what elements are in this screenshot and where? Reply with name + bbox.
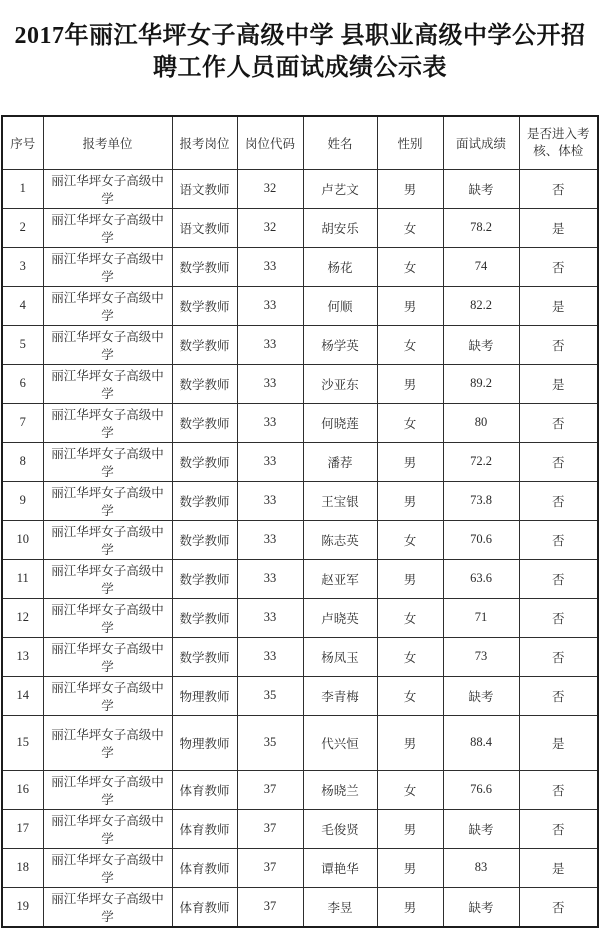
- cell-seq: 7: [2, 403, 43, 442]
- cell-unit: 丽江华坪女子高级中学: [43, 403, 172, 442]
- cell-unit: 丽江华坪女子高级中学: [43, 770, 172, 809]
- cell-score: 缺考: [443, 809, 519, 848]
- cell-position: 语文教师: [172, 208, 237, 247]
- cell-position: 物理教师: [172, 676, 237, 715]
- table-row: [2, 208, 598, 247]
- cell-advance: 否: [519, 770, 598, 809]
- cell-code: 32: [237, 208, 303, 247]
- cell-position: 数学教师: [172, 520, 237, 559]
- cell-score: 73: [443, 637, 519, 676]
- table-row: [2, 770, 598, 809]
- table-header: [2, 116, 598, 169]
- cell-name: 杨花: [303, 247, 377, 286]
- cell-score: 72.2: [443, 442, 519, 481]
- cell-position: 数学教师: [172, 364, 237, 403]
- cell-score: 缺考: [443, 325, 519, 364]
- cell-seq: 1: [2, 169, 43, 208]
- table-row: [2, 520, 598, 559]
- cell-gender: 男: [377, 286, 443, 325]
- table-row: [2, 887, 598, 927]
- cell-advance: 否: [519, 676, 598, 715]
- cell-gender: 女: [377, 403, 443, 442]
- table-row: [2, 481, 598, 520]
- table-row: [2, 848, 598, 887]
- header-cell-score: 面试成绩: [443, 116, 519, 169]
- cell-name: 代兴恒: [303, 715, 377, 770]
- table-row: [2, 403, 598, 442]
- cell-name: 卢艺文: [303, 169, 377, 208]
- cell-gender: 男: [377, 887, 443, 927]
- cell-name: 沙亚东: [303, 364, 377, 403]
- header-cell-position: 报考岗位: [172, 116, 237, 169]
- cell-seq: 19: [2, 887, 43, 927]
- cell-seq: 3: [2, 247, 43, 286]
- cell-position: 数学教师: [172, 481, 237, 520]
- cell-seq: 18: [2, 848, 43, 887]
- cell-code: 33: [237, 520, 303, 559]
- cell-unit: 丽江华坪女子高级中学: [43, 676, 172, 715]
- cell-position: 体育教师: [172, 809, 237, 848]
- cell-score: 缺考: [443, 676, 519, 715]
- cell-code: 35: [237, 715, 303, 770]
- cell-gender: 男: [377, 481, 443, 520]
- cell-position: 数学教师: [172, 559, 237, 598]
- cell-name: 陈志英: [303, 520, 377, 559]
- cell-name: 杨凤玉: [303, 637, 377, 676]
- cell-code: 33: [237, 403, 303, 442]
- cell-seq: 2: [2, 208, 43, 247]
- cell-unit: 丽江华坪女子高级中学: [43, 848, 172, 887]
- cell-code: 33: [237, 481, 303, 520]
- cell-seq: 6: [2, 364, 43, 403]
- cell-advance: 是: [519, 286, 598, 325]
- cell-name: 杨晓兰: [303, 770, 377, 809]
- cell-code: 33: [237, 598, 303, 637]
- cell-position: 数学教师: [172, 442, 237, 481]
- cell-gender: 女: [377, 637, 443, 676]
- cell-unit: 丽江华坪女子高级中学: [43, 887, 172, 927]
- cell-code: 33: [237, 364, 303, 403]
- cell-gender: 男: [377, 848, 443, 887]
- cell-seq: 9: [2, 481, 43, 520]
- cell-code: 33: [237, 286, 303, 325]
- cell-position: 数学教师: [172, 286, 237, 325]
- cell-name: 潘荐: [303, 442, 377, 481]
- cell-score: 76.6: [443, 770, 519, 809]
- cell-code: 33: [237, 325, 303, 364]
- cell-position: 数学教师: [172, 598, 237, 637]
- cell-score: 70.6: [443, 520, 519, 559]
- cell-code: 37: [237, 887, 303, 927]
- cell-score: 74: [443, 247, 519, 286]
- cell-advance: 否: [519, 169, 598, 208]
- cell-code: 33: [237, 442, 303, 481]
- cell-code: 32: [237, 169, 303, 208]
- cell-unit: 丽江华坪女子高级中学: [43, 247, 172, 286]
- cell-seq: 10: [2, 520, 43, 559]
- cell-position: 体育教师: [172, 848, 237, 887]
- cell-code: 37: [237, 848, 303, 887]
- table-header-row: [2, 116, 598, 169]
- cell-seq: 14: [2, 676, 43, 715]
- table-row: [2, 169, 598, 208]
- scores-table: [1, 115, 599, 928]
- table-row: [2, 676, 598, 715]
- cell-gender: 女: [377, 247, 443, 286]
- cell-score: 88.4: [443, 715, 519, 770]
- cell-name: 李青梅: [303, 676, 377, 715]
- header-cell-advance: 是否进入考核、体检: [519, 116, 598, 169]
- table-row: [2, 364, 598, 403]
- cell-gender: 男: [377, 169, 443, 208]
- cell-advance: 否: [519, 442, 598, 481]
- cell-unit: 丽江华坪女子高级中学: [43, 715, 172, 770]
- cell-code: 33: [237, 247, 303, 286]
- cell-score: 82.2: [443, 286, 519, 325]
- cell-advance: 是: [519, 715, 598, 770]
- cell-unit: 丽江华坪女子高级中学: [43, 364, 172, 403]
- cell-code: 37: [237, 770, 303, 809]
- cell-name: 胡安乐: [303, 208, 377, 247]
- cell-position: 物理教师: [172, 715, 237, 770]
- cell-advance: 否: [519, 637, 598, 676]
- header-cell-seq: 序号: [2, 116, 43, 169]
- cell-unit: 丽江华坪女子高级中学: [43, 520, 172, 559]
- cell-seq: 4: [2, 286, 43, 325]
- cell-seq: 12: [2, 598, 43, 637]
- cell-score: 89.2: [443, 364, 519, 403]
- cell-score: 缺考: [443, 887, 519, 927]
- header-cell-gender: 性别: [377, 116, 443, 169]
- cell-unit: 丽江华坪女子高级中学: [43, 481, 172, 520]
- cell-score: 73.8: [443, 481, 519, 520]
- cell-name: 赵亚军: [303, 559, 377, 598]
- cell-score: 78.2: [443, 208, 519, 247]
- cell-advance: 是: [519, 364, 598, 403]
- cell-advance: 否: [519, 325, 598, 364]
- cell-seq: 16: [2, 770, 43, 809]
- cell-advance: 否: [519, 887, 598, 927]
- cell-gender: 男: [377, 809, 443, 848]
- table-row: [2, 442, 598, 481]
- table-row: [2, 715, 598, 770]
- cell-position: 体育教师: [172, 887, 237, 927]
- header-cell-unit: 报考单位: [43, 116, 172, 169]
- cell-code: 33: [237, 559, 303, 598]
- cell-score: 63.6: [443, 559, 519, 598]
- cell-advance: 是: [519, 848, 598, 887]
- cell-unit: 丽江华坪女子高级中学: [43, 559, 172, 598]
- cell-advance: 否: [519, 598, 598, 637]
- cell-name: 毛俊贤: [303, 809, 377, 848]
- cell-position: 数学教师: [172, 637, 237, 676]
- cell-seq: 5: [2, 325, 43, 364]
- cell-unit: 丽江华坪女子高级中学: [43, 169, 172, 208]
- cell-unit: 丽江华坪女子高级中学: [43, 598, 172, 637]
- cell-advance: 否: [519, 809, 598, 848]
- cell-name: 卢晓英: [303, 598, 377, 637]
- cell-position: 语文教师: [172, 169, 237, 208]
- cell-gender: 女: [377, 770, 443, 809]
- cell-gender: 男: [377, 559, 443, 598]
- table-row: [2, 598, 598, 637]
- cell-advance: 否: [519, 247, 598, 286]
- header-cell-name: 姓名: [303, 116, 377, 169]
- cell-name: 王宝银: [303, 481, 377, 520]
- cell-name: 李昱: [303, 887, 377, 927]
- cell-seq: 11: [2, 559, 43, 598]
- cell-position: 体育教师: [172, 770, 237, 809]
- cell-unit: 丽江华坪女子高级中学: [43, 286, 172, 325]
- page-title: 2017年丽江华坪女子高级中学 县职业高级中学公开招聘工作人员面试成绩公示表: [14, 23, 586, 81]
- cell-gender: 女: [377, 598, 443, 637]
- cell-score: 缺考: [443, 169, 519, 208]
- cell-position: 数学教师: [172, 247, 237, 286]
- cell-gender: 女: [377, 676, 443, 715]
- cell-unit: 丽江华坪女子高级中学: [43, 325, 172, 364]
- cell-advance: 否: [519, 520, 598, 559]
- cell-name: 何晓莲: [303, 403, 377, 442]
- cell-code: 37: [237, 809, 303, 848]
- table-body: [2, 169, 598, 927]
- cell-code: 33: [237, 637, 303, 676]
- cell-gender: 女: [377, 520, 443, 559]
- cell-seq: 15: [2, 715, 43, 770]
- cell-gender: 女: [377, 208, 443, 247]
- cell-seq: 13: [2, 637, 43, 676]
- cell-code: 35: [237, 676, 303, 715]
- cell-position: 数学教师: [172, 325, 237, 364]
- cell-name: 杨学英: [303, 325, 377, 364]
- cell-gender: 女: [377, 325, 443, 364]
- table-row: [2, 809, 598, 848]
- cell-position: 数学教师: [172, 403, 237, 442]
- cell-advance: 否: [519, 403, 598, 442]
- table-row: [2, 637, 598, 676]
- cell-gender: 男: [377, 364, 443, 403]
- cell-name: 谭艳华: [303, 848, 377, 887]
- cell-gender: 男: [377, 715, 443, 770]
- cell-score: 83: [443, 848, 519, 887]
- header-cell-code: 岗位代码: [237, 116, 303, 169]
- cell-score: 71: [443, 598, 519, 637]
- cell-unit: 丽江华坪女子高级中学: [43, 637, 172, 676]
- cell-advance: 是: [519, 208, 598, 247]
- table-row: [2, 559, 598, 598]
- cell-unit: 丽江华坪女子高级中学: [43, 208, 172, 247]
- cell-name: 何顺: [303, 286, 377, 325]
- cell-unit: 丽江华坪女子高级中学: [43, 442, 172, 481]
- cell-seq: 17: [2, 809, 43, 848]
- cell-gender: 男: [377, 442, 443, 481]
- cell-seq: 8: [2, 442, 43, 481]
- cell-advance: 否: [519, 559, 598, 598]
- table-row: [2, 286, 598, 325]
- cell-advance: 否: [519, 481, 598, 520]
- cell-unit: 丽江华坪女子高级中学: [43, 809, 172, 848]
- table-row: [2, 325, 598, 364]
- cell-score: 80: [443, 403, 519, 442]
- table-row: [2, 247, 598, 286]
